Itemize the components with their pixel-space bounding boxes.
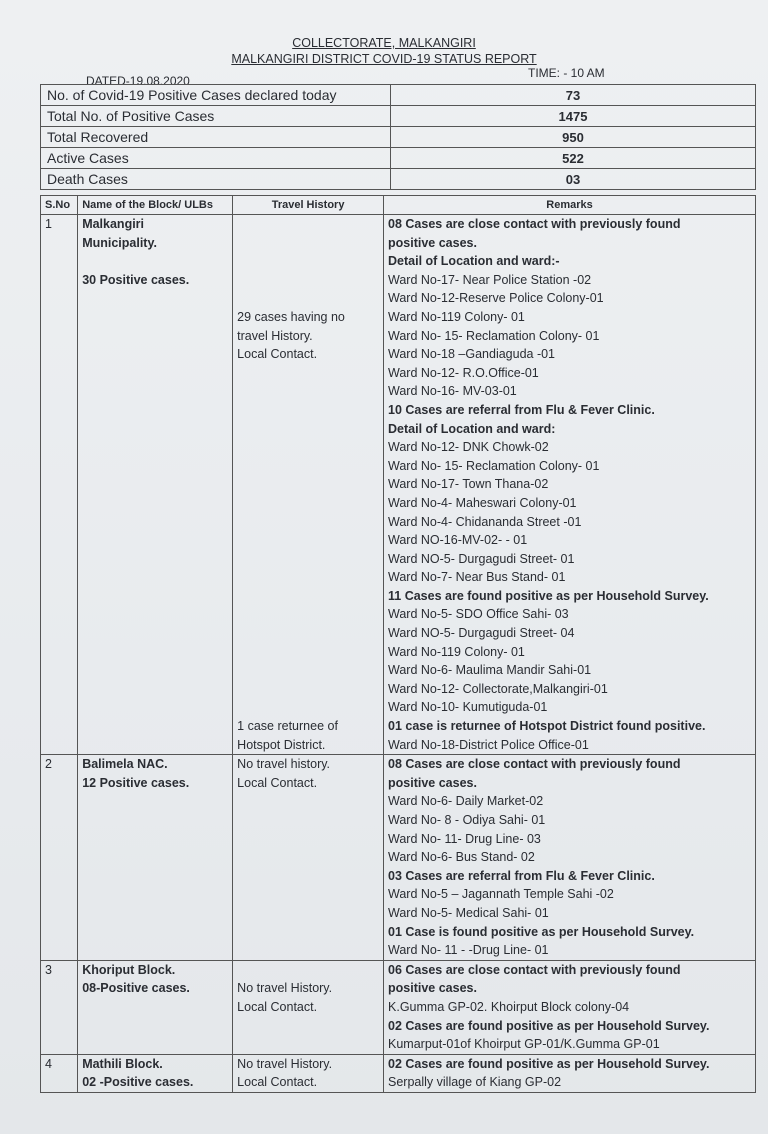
summary-row: [41, 169, 756, 190]
row-block-name: [78, 1054, 233, 1092]
row-sno: 4: [41, 1054, 78, 1092]
remark-line: Ward No-6- Daily Market-02: [388, 794, 544, 809]
remark-line: positive cases.: [388, 235, 477, 250]
remark-line: Detail of Location and ward:-: [388, 254, 560, 269]
remark-line: K.Gumma GP-02. Khoirput Block colony-04: [388, 999, 630, 1014]
summary-row: [41, 85, 756, 106]
remark-line: Ward No-18 –Gandiaguda -01: [388, 347, 556, 362]
positive-cases: 12 Positive cases.: [82, 775, 190, 790]
row-travel-history: [233, 755, 384, 961]
remark-line: positive cases.: [388, 981, 477, 996]
remark-line: Ward No- 11 - -Drug Line- 01: [388, 943, 549, 958]
row-remarks: [384, 755, 756, 961]
remark-line: 01 Case is found positive as per Household Survey.: [388, 924, 695, 939]
block-name-line: Khoriput Block.: [82, 962, 176, 977]
row-remarks: [384, 1054, 756, 1092]
remark-line: Ward No-18-District Police Office-01: [388, 737, 589, 752]
table-header-row: [41, 196, 756, 215]
block-details-table: [40, 195, 756, 1093]
remark-line: Ward No-17- Town Thana-02: [388, 477, 549, 492]
row-remarks: [384, 960, 756, 1054]
remark-line: Ward No-5- SDO Office Sahi- 03: [388, 607, 569, 622]
header-sno: S.No: [41, 196, 78, 215]
remark-line: Ward NO-16-MV-02- - 01: [388, 533, 528, 548]
summary-row: [41, 106, 756, 127]
table-row: [41, 1054, 756, 1092]
header-remarks: Remarks: [384, 196, 756, 215]
office-title: COLLECTORATE, MALKANGIRI: [292, 36, 476, 50]
summary-value: 1475: [391, 106, 756, 127]
remark-line: Ward No- 15- Reclamation Colony- 01: [388, 328, 600, 343]
remark-line: Ward NO-5- Durgagudi Street- 04: [388, 626, 575, 641]
travel-line: No travel history.: [237, 757, 331, 772]
remark-line: Ward No-5 – Jagannath Temple Sahi -02: [388, 887, 614, 902]
positive-cases: 08-Positive cases.: [82, 981, 190, 996]
report-title: MALKANGIRI DISTRICT COVID-19 STATUS REPORT: [231, 52, 537, 66]
row-block-name: [78, 960, 233, 1054]
remark-line: 08 Cases are close contact with previously found: [388, 757, 681, 772]
remark-line: positive cases.: [388, 775, 477, 790]
remark-line: 08 Cases are close contact with previously found: [388, 217, 681, 231]
travel-line: Local Contact.: [237, 1075, 318, 1090]
table-row: [41, 215, 756, 755]
remark-line: Ward No- 8 - Odiya Sahi- 01: [388, 813, 546, 827]
report-time: TIME: - 10 AM: [528, 66, 605, 80]
remark-line: 02 Cases are found positive as per Household Survey.: [388, 1056, 710, 1071]
summary-value: 73: [391, 85, 756, 106]
summary-table: [40, 84, 756, 190]
remark-line: Ward No-12- R.O.Office-01: [388, 365, 539, 380]
remark-line: Ward No-5- Medical Sahi- 01: [388, 905, 549, 920]
remark-line: Serpally village of Kiang GP-02: [388, 1075, 562, 1090]
remark-line: Kumarput-01of Khoirput GP-01/K.Gumma GP-01: [388, 1037, 660, 1052]
travel-line: Local Contact.: [237, 775, 318, 790]
travel-line: No travel History.: [237, 1056, 333, 1071]
row-sno: 2: [41, 755, 78, 961]
positive-cases: 30 Positive cases.: [82, 272, 190, 287]
remark-line: Ward No-10- Kumutiguda-01: [388, 700, 548, 715]
table-row: [41, 755, 756, 961]
block-name-line: Balimela NAC.: [82, 757, 168, 772]
summary-label: Total Recovered: [41, 127, 391, 148]
remark-line: Ward No-6- Bus Stand- 02: [388, 850, 535, 865]
remark-line: 01 case is returnee of Hotspot District found positive.: [388, 719, 706, 734]
table-row: [41, 960, 756, 1054]
remark-line: Ward No-4- Maheswari Colony-01: [388, 495, 577, 510]
block-name-line: Municipality.: [82, 235, 157, 250]
remark-line: Ward No-6- Maulima Mandir Sahi-01: [388, 663, 592, 678]
header-travel: Travel History: [233, 196, 384, 215]
header-name: Name of the Block/ ULBs: [78, 196, 233, 215]
remark-line: Ward No-119 Colony- 01: [388, 644, 525, 659]
remark-line: 11 Cases are found positive as per Household Survey.: [388, 588, 709, 603]
travel-line: 1 case returnee of: [237, 719, 338, 734]
travel-line: Local Contact.: [237, 999, 318, 1014]
row-travel-history: [233, 215, 384, 755]
summary-value: 03: [391, 169, 756, 190]
row-block-name: [78, 215, 233, 755]
summary-row: [41, 148, 756, 169]
travel-line: No travel History.: [237, 981, 333, 996]
travel-line: travel History.: [237, 328, 313, 343]
row-travel-history: [233, 1054, 384, 1092]
row-remarks: [384, 215, 756, 755]
remark-line: 02 Cases are found positive as per Household Survey.: [388, 1018, 710, 1033]
row-travel-history: [233, 960, 384, 1054]
row-sno: 3: [41, 960, 78, 1054]
remark-line: Ward NO-5- Durgagudi Street- 01: [388, 551, 575, 566]
summary-value: 522: [391, 148, 756, 169]
block-name-line: Mathili Block.: [82, 1056, 163, 1071]
positive-cases: 02 -Positive cases.: [82, 1075, 194, 1090]
remark-line: Detail of Location and ward:: [388, 421, 556, 436]
remark-line: 06 Cases are close contact with previously found: [388, 962, 681, 977]
summary-label: No. of Covid-19 Positive Cases declared today: [41, 85, 391, 106]
remark-line: Ward No-12- Collectorate,Malkangiri-01: [388, 681, 608, 696]
travel-line: Hotspot District.: [237, 737, 326, 752]
travel-line: 29 cases having no: [237, 309, 345, 324]
remark-line: Ward No-17- Near Police Station -02: [388, 272, 592, 287]
remark-line: Ward No-12- DNK Chowk-02: [388, 440, 549, 455]
remark-line: Ward No- 15- Reclamation Colony- 01: [388, 458, 600, 473]
summary-label: Death Cases: [41, 169, 391, 190]
summary-label: Active Cases: [41, 148, 391, 169]
travel-line: Local Contact.: [237, 347, 318, 362]
remark-line: 10 Cases are referral from Flu & Fever Clinic.: [388, 402, 655, 417]
summary-label: Total No. of Positive Cases: [41, 106, 391, 127]
block-name-line: Malkangiri: [82, 217, 145, 231]
summary-row: [41, 127, 756, 148]
row-sno: 1: [41, 215, 78, 755]
remark-line: Ward No-7- Near Bus Stand- 01: [388, 570, 566, 585]
remark-line: 03 Cases are referral from Flu & Fever Clinic.: [388, 868, 655, 883]
remark-line: Ward No-12-Reserve Police Colony-01: [388, 291, 604, 306]
report-date: DATED-19.08.2020: [86, 74, 190, 88]
summary-value: 950: [391, 127, 756, 148]
remark-line: Ward No- 11- Drug Line- 03: [388, 831, 541, 846]
remark-line: Ward No-119 Colony- 01: [388, 309, 525, 324]
remark-line: Ward No-16- MV-03-01: [388, 384, 517, 399]
row-block-name: [78, 755, 233, 961]
remark-line: Ward No-4- Chidananda Street -01: [388, 514, 582, 529]
